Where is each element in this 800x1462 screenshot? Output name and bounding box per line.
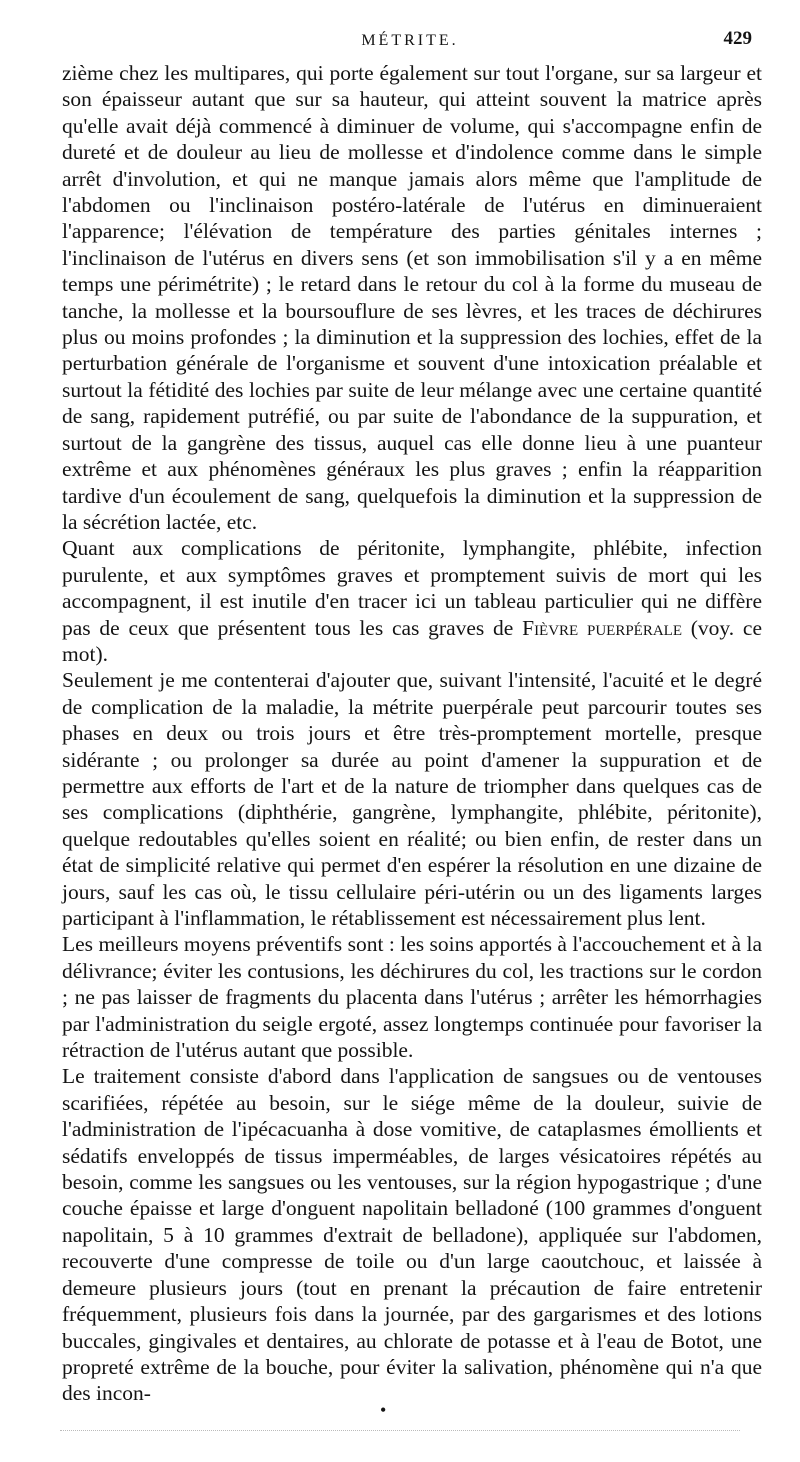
page-number: 429 [723,28,752,49]
paragraph-treatment: Le traitement consiste d'abord dans l'application de sangsues ou de ventouses scarifiées, répétée au besoin, sur le siége même de la douleur, suivie de l'administration de l'ipécacuanha à dose vomitive, de cataplasmes émollients et sédatifs enveloppés de tissus imperméables, de larges vésicatoires répétés au besoin, comme les sangsues ou les ventouses, sur la région hypogastrique ; d'une couche épaisse et large d'onguent napolitain belladoné (100 grammes d'onguent napolitain, 5 à 10 grammes d'extrait de belladone), appliquée sur l'abdomen, recouverte d'une compresse de toile ou d'un large caoutchouc, et laissée à demeure plusieurs jours (tout en prenant la précaution de faire entretenir fréquemment, plusieurs fois dans la journée, par des gargarismes et des lotions buccales, gingivales et dentaires, au chlorate de potasse et à l'eau de Botot, une propreté extrême de la bouche, pour éviter la salivation, phénomène qui n'a que des incon- [62,1064,762,1406]
paragraph-complications [62,535,762,667]
paragraph-course: Seulement je me contenterai d'ajouter que, suivant l'intensité, l'acuité et le degré de complication de la maladie, la métrite puerpérale peut parcourir toutes ses phases en deux ou trois jours et être très-promptement mortelle, presque sidérante ; ou prolonger sa durée au point d'amener la suppuration et de permettre aux efforts de l'art et de la nature de triompher dans quelques cas de ses complications (diphthérie, gangrène, lymphangite, phlébite, péritonite), quelque redoutables qu'elles soient en réalité; ou bien enfin, de rester dans un état de simplicité relative qui permet d'en espérer la résolution en une dizaine de jours, sauf les cas où, le tissu cellulaire péri-utérin ou un des ligaments larges participant à l'inflammation, le rétablissement est nécessairement plus lent. [62,668,762,930]
complications-text: Quant aux complications de péritonite, lymphangite, phlébite, infection purulente, et aux symptômes graves et promptement suivis de mort qui les accompagnent, il est inutile d'en tracer ici un tableau particulier qui ne diffère pas de ceux que présentent tous les cas graves de [62,536,762,640]
footer-rule [60,1430,740,1431]
footer-mark: • [380,1400,387,1420]
cross-reference-note: (voy. ce mot). [62,615,762,666]
cross-reference-term: Fièvre puerpérale [522,615,682,640]
running-head: MÉTRITE. [361,32,459,49]
paragraph-symptoms: zième chez les multipares, qui porte également sur tout l'organe, sur sa largeur et son épaisseur autant que sur sa hauteur, qui atteint souvent la matrice après qu'elle avait déjà commencé à diminuer de volume, qui s'accompagne enfin de dureté et de douleur au lieu de mollesse et d'indolence comme dans le simple arrêt d'involution, et qui ne manque jamais alors même que l'amplitude de l'abdomen ou l'inclinaison postéro-latérale de l'utérus en diminueraient l'apparence; l'élévation de température des parties génitales internes ; l'inclinaison de l'utérus en divers sens (et son immobilisation s'il y a en même temps une périmétrite) ; le retard dans le retour du col à la forme du museau de tanche, la mollesse et la boursouflure de ses lèvres, et les traces de déchirures plus ou moins profondes ; la diminution et la suppression des lochies, effet de la perturbation générale de l'organisme et souvent d'une intoxication préalable et surtout la fétidité des lochies par suite de leur mélange avec une certaine quantité de sang, rapidement putréfié, ou par suite de l'abondance de la suppuration, et surtout de la gangrène des tissus, auquel cas elle donne lieu à une puanteur extrême et aux phénomènes généraux les plus graves ; enfin la réapparition tardive d'un écoulement de sang, quelquefois la diminution et la suppression de la sécrétion lactée, etc. [62,61,762,534]
paragraph-prevention: Les meilleurs moyens préventifs sont : les soins apportés à l'accouchement et à la délivrance; éviter les contusions, les déchirures du col, les tractions sur le cordon ; ne pas laisser de fragments du placenta dans l'utérus ; arrêter les hémorrhagies par l'administration du seigle ergoté, assez longtemps continuée pour favoriser la rétraction de l'utérus autant que possible. [62,932,762,1063]
body-text [62,60,762,1407]
page-header [60,28,760,58]
